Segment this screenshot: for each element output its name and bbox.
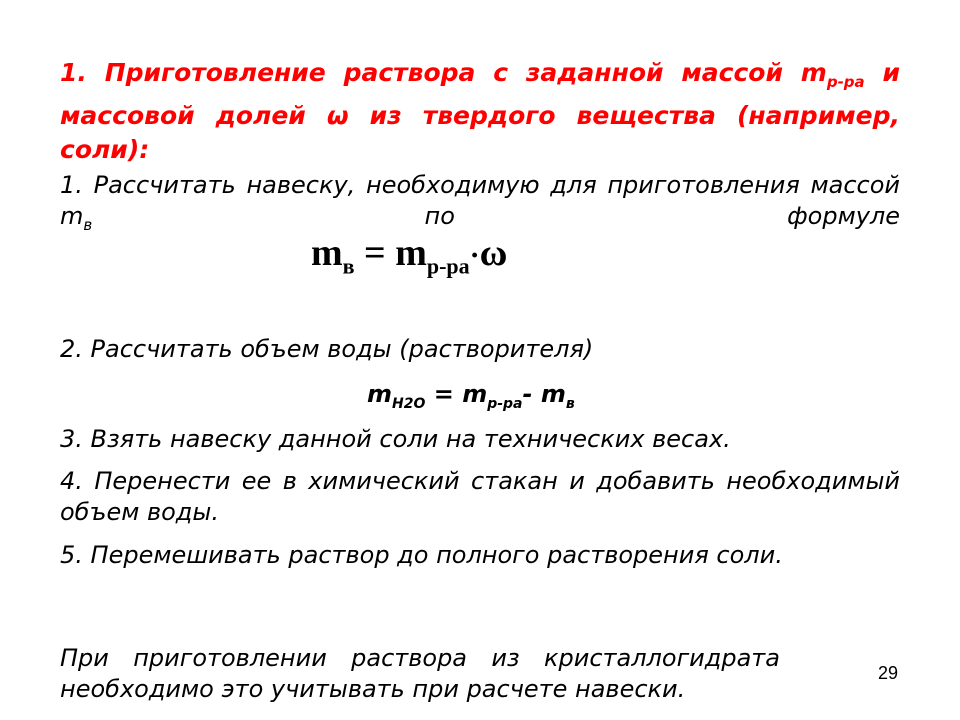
formula-main-eq: = m [354,232,427,274]
slide-heading [60,56,900,167]
page-number: 29 [878,663,899,683]
step-1-subscript: в [83,215,93,234]
formula-water-eq: = m [425,380,488,408]
step-4: 4. Перенести ее в химический стакан и добавить необходимый объем воды. [60,467,900,526]
step-5: 5. Перемешивать раствор до полного растворения соли. [60,541,783,569]
formula-main-lhs: m [311,232,343,274]
step-1-text-b: по формуле [92,202,900,230]
step-3: 3. Взять навеску данной соли на технических весах. [60,425,731,453]
formula-main-dot: · [469,239,480,272]
crystal-hydrate-note: При приготовлении раствора из кристаллогидрата необходимо это учитывать при расчете навески. [60,644,780,703]
formula-water-last-sub: в [565,395,575,412]
formula-solute-mass [311,230,507,290]
formula-main-rhs-sub: р-ра [426,253,470,279]
formula-water-minus: - m [522,380,566,408]
formula-main-lhs-sub: в [342,253,355,279]
formula-water-mass [367,378,575,420]
step-1-text-a: 1. Рассчитать навеску, необходимую для приготовления массой m [60,171,900,230]
step-2: 2. Рассчитать объем воды (растворителя) [60,335,594,363]
formula-water-rhs-sub: р-ра [487,395,523,412]
formula-water-lhs: m [367,380,393,408]
heading-text-b: и массовой долей ω из твердого вещества (например, соли): [60,58,900,164]
formula-main-omega: ω [479,232,508,274]
heading-subscript: р-ра [826,73,865,91]
heading-text-a: 1. Приготовление раствора с заданной массой m [60,58,827,87]
formula-water-lhs-sub: H2O [392,395,426,412]
